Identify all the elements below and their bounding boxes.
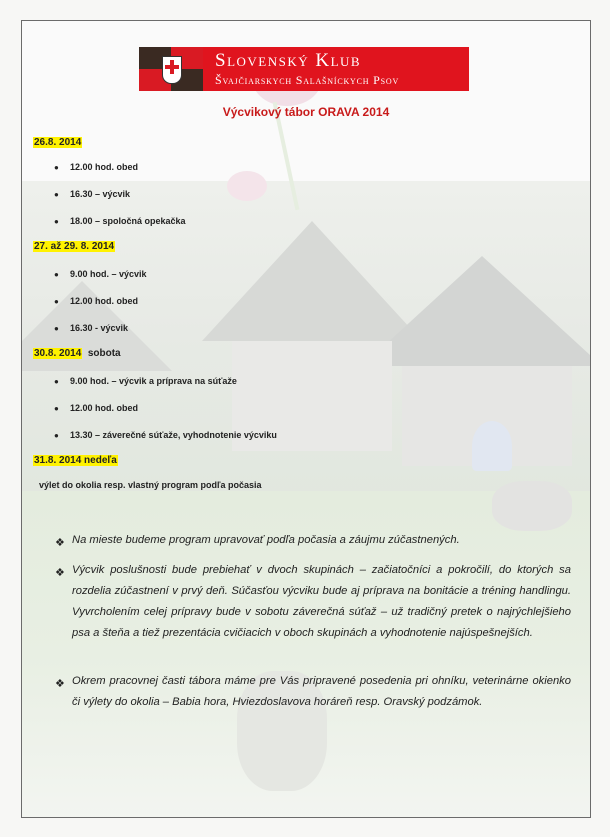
- diamond-bullet-icon: ❖: [55, 537, 65, 549]
- info-paragraph: ❖ Okrem pracovnej časti tábora máme pre Vás pripravené posedenia pri ohníku, veterinárne okienko či výlety do okolia – Babia hora, Hviezdoslavova horáreň resp. Oravský podzámok.: [55, 675, 571, 708]
- info-paragraph: ❖ Na mieste budeme program upravovať podľa počasia a záujmu zúčastnených.: [55, 530, 571, 551]
- schedule-date: 31.8. 2014 nedeľa: [34, 455, 117, 466]
- club-emblem-icon: [139, 47, 203, 91]
- diamond-bullet-icon: ❖: [55, 678, 65, 690]
- document-page: [21, 20, 591, 818]
- schedule-item: ● 16.30 – výcvik: [54, 189, 131, 199]
- day-name: sobota: [87, 348, 121, 359]
- club-logo: [139, 47, 469, 91]
- trip-note: výlet do okolia resp. vlastný program podľa počasia: [39, 480, 262, 490]
- info-paragraph: ❖ Výcvik poslušnosti bude prebiehať v dvoch skupinách – začiatočníci a pokročilí, do ktorých sa rozdelia zúčastnení v prvý deň. Súčasťou výcviku bude aj príprava na bonitácie a tréning handlingu. Vyvrcholením celej prípravy bude v sobotu záverečná súťaž – už tradičný pretek o najrýchlejšieho psa a šteňa a tiež prezentácia cvičiacich v oboch skupinách a vyhodnotenie najúspešnejších.: [55, 564, 571, 639]
- schedule-item: ● 12.00 hod. obed: [54, 403, 139, 413]
- schedule-item: ● 13.30 – záverečné súťaže, vyhodnotenie výcviku: [54, 430, 277, 440]
- logo-line-2: Švajčiarskych Salašníckych Psov: [215, 72, 400, 87]
- schedule-item: ● 12.00 hod. obed: [54, 162, 139, 172]
- schedule-item: ● 12.00 hod. obed: [54, 296, 139, 306]
- schedule-date: 30.8. 2014 sobota: [34, 348, 121, 359]
- page-title: Výcvikový tábor ORAVA 2014: [222, 105, 390, 119]
- schedule-date: 26.8. 2014: [34, 137, 82, 148]
- logo-line-1: Slovenský Klub: [215, 49, 362, 71]
- schedule-item: ● 16.30 - výcvik: [54, 323, 129, 333]
- schedule-date: 27. až 29. 8. 2014: [34, 241, 115, 252]
- schedule-item: ● 18.00 – spoločná opekačka: [54, 216, 186, 226]
- diamond-bullet-icon: ❖: [55, 567, 65, 579]
- schedule-item: ● 9.00 hod. – výcvik a príprava na súťaže: [54, 376, 237, 386]
- schedule-item: ● 9.00 hod. – výcvik: [54, 269, 147, 279]
